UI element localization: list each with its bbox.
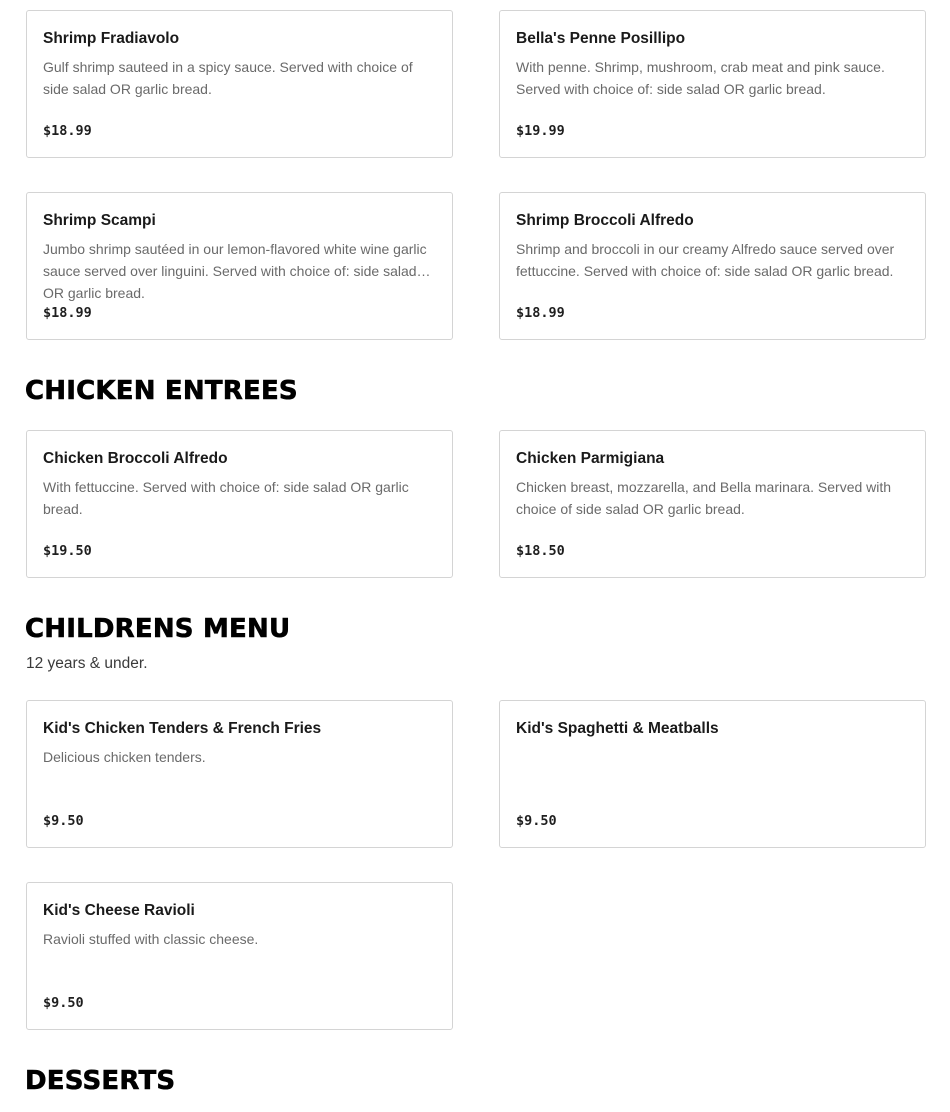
item-name: Kid's Chicken Tenders & French Fries [43, 720, 322, 737]
section-title-childrens-menu: CHILDRENS MENU [25, 614, 291, 644]
menu-item-card[interactable] [26, 192, 453, 340]
item-price: $9.50 [516, 813, 557, 829]
item-name: Kid's Spaghetti & Meatballs [516, 720, 719, 737]
item-price: $18.99 [43, 123, 92, 139]
item-description: Shrimp and broccoli in our creamy Alfredo sauce served over fettuccine. Served with choice of: side salad OR garlic bread. [516, 241, 895, 279]
item-description: With penne. Shrimp, mushroom, crab meat and pink sauce. Served with choice of: side salad OR garlic bread. [516, 59, 885, 97]
menu-item-card[interactable] [499, 10, 926, 158]
menu-item-card[interactable] [499, 430, 926, 578]
item-name: Bella's Penne Posillipo [516, 30, 686, 47]
menu-item-card[interactable] [26, 430, 453, 578]
item-price: $9.50 [43, 813, 84, 829]
item-price: $19.99 [516, 123, 565, 139]
item-price: $18.50 [516, 543, 565, 559]
item-name: Chicken Broccoli Alfredo [43, 450, 228, 467]
item-name: Kid's Cheese Ravioli [43, 902, 195, 919]
item-name: Chicken Parmigiana [516, 450, 665, 467]
item-name: Shrimp Broccoli Alfredo [516, 212, 694, 229]
menu-item-card[interactable] [26, 882, 453, 1030]
item-price: $9.50 [43, 995, 84, 1011]
section-title-desserts: DESSERTS [25, 1066, 176, 1096]
item-name: Shrimp Scampi [43, 212, 156, 229]
item-description: Jumbo shrimp sautéed in our lemon-flavored white wine garlic sauce served over linguini. Served with choice of: side salad OR garlic bread. [43, 241, 427, 301]
item-description: Chicken breast, mozzarella, and Bella marinara. Served with choice of side salad OR garlic bread. [516, 479, 892, 517]
item-description: Ravioli stuffed with classic cheese. [43, 931, 259, 947]
item-price: $18.99 [43, 305, 92, 321]
item-description: Gulf shrimp sauteed in a spicy sauce. Served with choice of side salad OR garlic bread. [43, 59, 413, 97]
item-description: With fettuccine. Served with choice of: side salad OR garlic bread. [43, 479, 409, 517]
menu-item-card[interactable] [499, 192, 926, 340]
section-subtitle: 12 years & under. [26, 655, 148, 672]
menu-item-card[interactable] [499, 700, 926, 848]
item-name: Shrimp Fradiavolo [43, 30, 180, 47]
item-price: $19.50 [43, 543, 92, 559]
menu-item-card[interactable] [26, 700, 453, 848]
item-price: $18.99 [516, 305, 565, 321]
section-title-chicken-entrees: CHICKEN ENTREES [25, 376, 298, 406]
menu-item-card[interactable] [26, 10, 453, 158]
item-description: Delicious chicken tenders. [43, 749, 206, 765]
